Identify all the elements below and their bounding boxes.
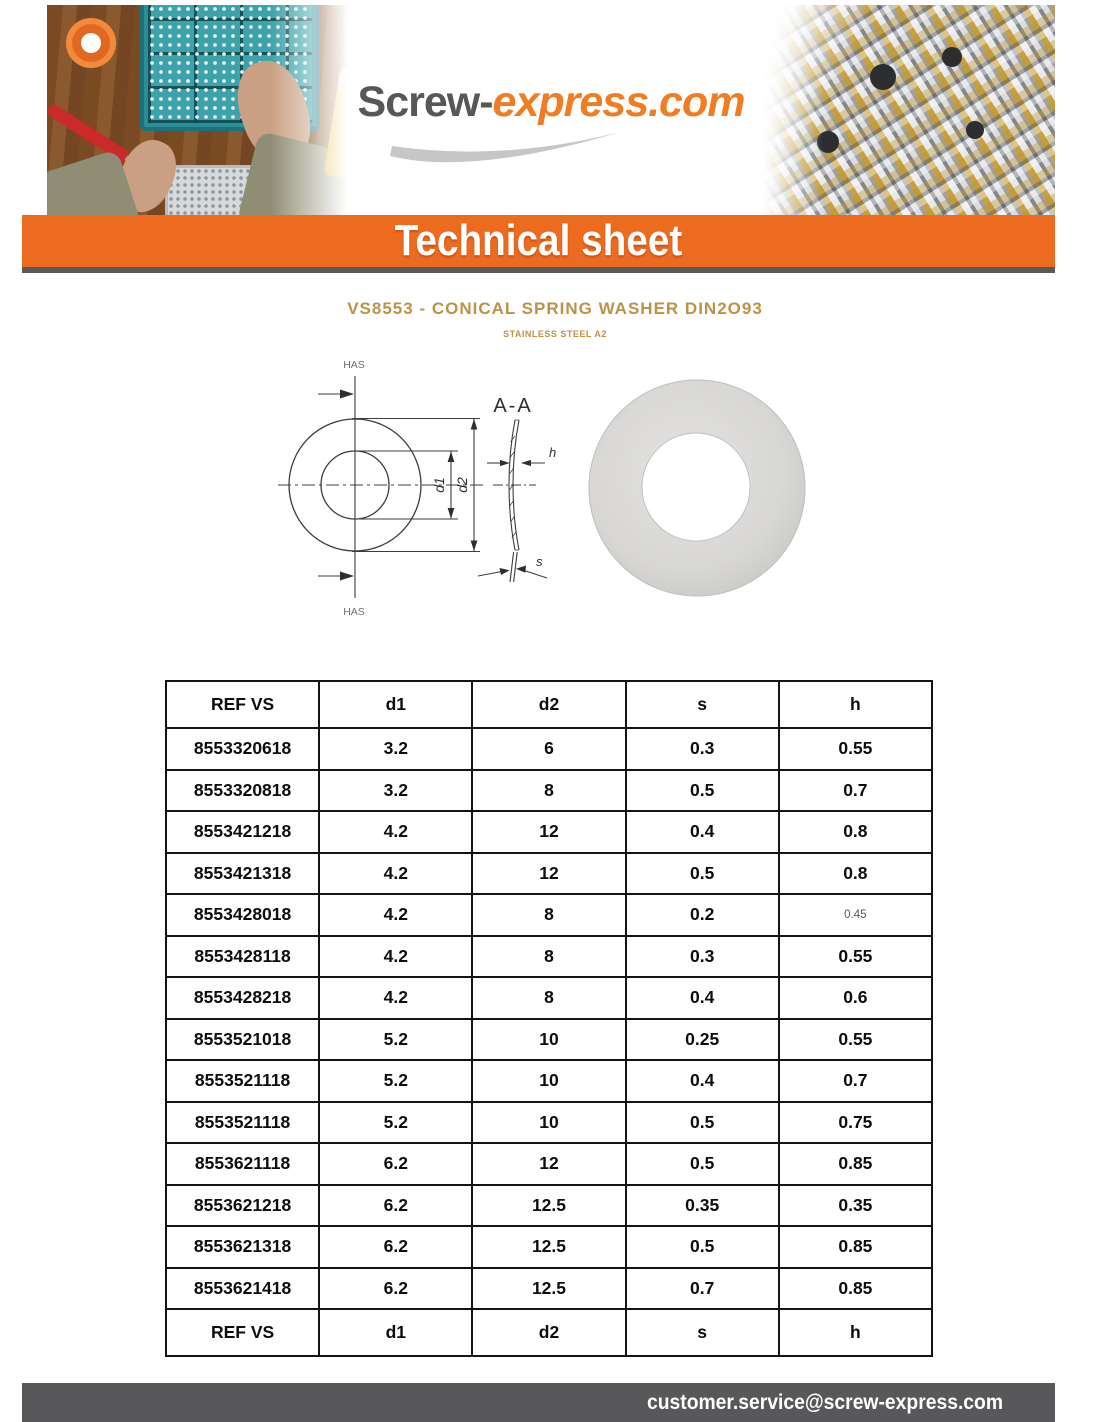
cell-d2: 12.5 xyxy=(472,1268,625,1310)
cell-d1: 5.2 xyxy=(319,1102,472,1144)
cell-h: 0.7 xyxy=(779,770,932,812)
cell-s: 0.5 xyxy=(626,853,779,895)
cell-d1: 4.2 xyxy=(319,811,472,853)
cell-d2: 12 xyxy=(472,853,625,895)
dim-label-h: h xyxy=(549,445,557,460)
col-header-ref: REF VS xyxy=(166,681,319,728)
table-row xyxy=(166,811,932,853)
spec-table-footer xyxy=(166,1309,932,1356)
table-row xyxy=(166,853,932,895)
axis-label-bottom: HAS xyxy=(343,606,365,618)
cell-s: 0.5 xyxy=(626,1226,779,1268)
cell-ref: 8553621118 xyxy=(166,1143,319,1185)
table-row xyxy=(166,1019,932,1061)
cell-d2: 12.5 xyxy=(472,1185,625,1227)
cell-d1: 4.2 xyxy=(319,936,472,978)
cell-d2: 10 xyxy=(472,1102,625,1144)
cell-s: 0.5 xyxy=(626,770,779,812)
cell-h: 0.7 xyxy=(779,1060,932,1102)
cell-ref: 8553428018 xyxy=(166,894,319,936)
banner-title: Technical sheet xyxy=(394,216,683,265)
brand-logo-part2: express.com xyxy=(492,78,745,126)
cell-h: 0.6 xyxy=(779,977,932,1019)
cell-d1: 6.2 xyxy=(319,1185,472,1227)
cell-s: 0.5 xyxy=(626,1143,779,1185)
cell-h: 0.85 xyxy=(779,1143,932,1185)
cell-d2: 12 xyxy=(472,811,625,853)
table-row xyxy=(166,770,932,812)
cell-ref: 8553421318 xyxy=(166,853,319,895)
col-footer-ref: REF VS xyxy=(166,1309,319,1356)
table-row xyxy=(166,1185,932,1227)
col-footer-h: h xyxy=(779,1309,932,1356)
cell-s: 0.5 xyxy=(626,1102,779,1144)
cell-d2: 8 xyxy=(472,977,625,1019)
cell-d1: 6.2 xyxy=(319,1268,472,1310)
cell-h: 0.55 xyxy=(779,1019,932,1061)
cell-h: 0.8 xyxy=(779,853,932,895)
cell-d1: 4.2 xyxy=(319,977,472,1019)
cell-ref: 8553621318 xyxy=(166,1226,319,1268)
cell-s: 0.3 xyxy=(626,936,779,978)
col-header-d2: d2 xyxy=(472,681,625,728)
table-row xyxy=(166,977,932,1019)
cell-d1: 5.2 xyxy=(319,1060,472,1102)
product-subtitle: STAINLESS STEEL A2 xyxy=(503,329,607,339)
cell-s: 0.7 xyxy=(626,1268,779,1310)
col-header-d1: d1 xyxy=(319,681,472,728)
table-row xyxy=(166,1226,932,1268)
cell-h: 0.85 xyxy=(779,1226,932,1268)
cell-ref: 8553621418 xyxy=(166,1268,319,1310)
cell-d2: 8 xyxy=(472,894,625,936)
table-row xyxy=(166,1060,932,1102)
technical-drawing xyxy=(268,350,568,622)
cell-d1: 3.2 xyxy=(319,728,472,770)
logo-swoosh xyxy=(382,118,632,168)
spec-table-body xyxy=(166,728,932,1309)
header-row xyxy=(166,681,932,728)
cell-ref: 8553320618 xyxy=(166,728,319,770)
table-row xyxy=(166,894,932,936)
axis-label-top: HAS xyxy=(343,359,365,371)
spec-table-header xyxy=(166,681,932,728)
cell-d1: 4.2 xyxy=(319,894,472,936)
cell-ref: 8553320818 xyxy=(166,770,319,812)
cell-ref: 8553421218 xyxy=(166,811,319,853)
col-footer-d2: d2 xyxy=(472,1309,625,1356)
table-row xyxy=(166,1143,932,1185)
table-row xyxy=(166,936,932,978)
cell-h: 0.55 xyxy=(779,728,932,770)
cell-ref: 8553428118 xyxy=(166,936,319,978)
col-header-s: s xyxy=(626,681,779,728)
footer-header-row xyxy=(166,1309,932,1356)
cell-h: 0.55 xyxy=(779,936,932,978)
cell-d1: 4.2 xyxy=(319,853,472,895)
cell-ref: 8553621218 xyxy=(166,1185,319,1227)
brand-logo-part1: Screw- xyxy=(357,78,493,126)
cell-d2: 8 xyxy=(472,936,625,978)
col-footer-s: s xyxy=(626,1309,779,1356)
cell-h: 0.85 xyxy=(779,1268,932,1310)
cell-s: 0.25 xyxy=(626,1019,779,1061)
cell-d2: 6 xyxy=(472,728,625,770)
banner-shadow-strip xyxy=(22,267,1055,273)
workbench-photo xyxy=(47,5,357,215)
cell-h: 0.35 xyxy=(779,1185,932,1227)
cell-d2: 10 xyxy=(472,1060,625,1102)
cell-d2: 10 xyxy=(472,1019,625,1061)
cell-d2: 12.5 xyxy=(472,1226,625,1268)
cell-ref: 8553428218 xyxy=(166,977,319,1019)
cell-s: 0.2 xyxy=(626,894,779,936)
col-footer-d1: d1 xyxy=(319,1309,472,1356)
cell-s: 0.3 xyxy=(626,728,779,770)
cell-d2: 8 xyxy=(472,770,625,812)
spec-table xyxy=(165,680,933,1357)
cell-d2: 12 xyxy=(472,1143,625,1185)
cell-s: 0.4 xyxy=(626,977,779,1019)
cell-h: 0.45 xyxy=(779,894,932,936)
customer-service-email: customer.service@screw-express.com xyxy=(646,1390,1003,1414)
cell-d1: 3.2 xyxy=(319,770,472,812)
dim-label-s: s xyxy=(536,554,543,569)
cell-ref: 8553521018 xyxy=(166,1019,319,1061)
cell-s: 0.4 xyxy=(626,1060,779,1102)
table-row xyxy=(166,1268,932,1310)
cell-s: 0.4 xyxy=(626,811,779,853)
cell-d1: 6.2 xyxy=(319,1226,472,1268)
dim-label-d1: d1 xyxy=(431,477,447,493)
cell-ref: 8553521118 xyxy=(166,1102,319,1144)
washer-photo xyxy=(584,376,814,606)
cell-h: 0.8 xyxy=(779,811,932,853)
cell-h: 0.75 xyxy=(779,1102,932,1144)
footer-bar xyxy=(22,1383,1055,1422)
cell-d1: 5.2 xyxy=(319,1019,472,1061)
dim-label-d2: d2 xyxy=(454,477,470,493)
screws-pile-photo xyxy=(757,5,1055,215)
product-title: VS8553 - CONICAL SPRING WASHER DIN2O93 xyxy=(347,299,763,318)
technical-sheet-banner xyxy=(22,215,1055,267)
table-row xyxy=(166,728,932,770)
cell-d1: 6.2 xyxy=(319,1143,472,1185)
table-row xyxy=(166,1102,932,1144)
col-header-h: h xyxy=(779,681,932,728)
cell-ref: 8553521118 xyxy=(166,1060,319,1102)
cell-s: 0.35 xyxy=(626,1185,779,1227)
section-label: A-A xyxy=(493,395,533,417)
